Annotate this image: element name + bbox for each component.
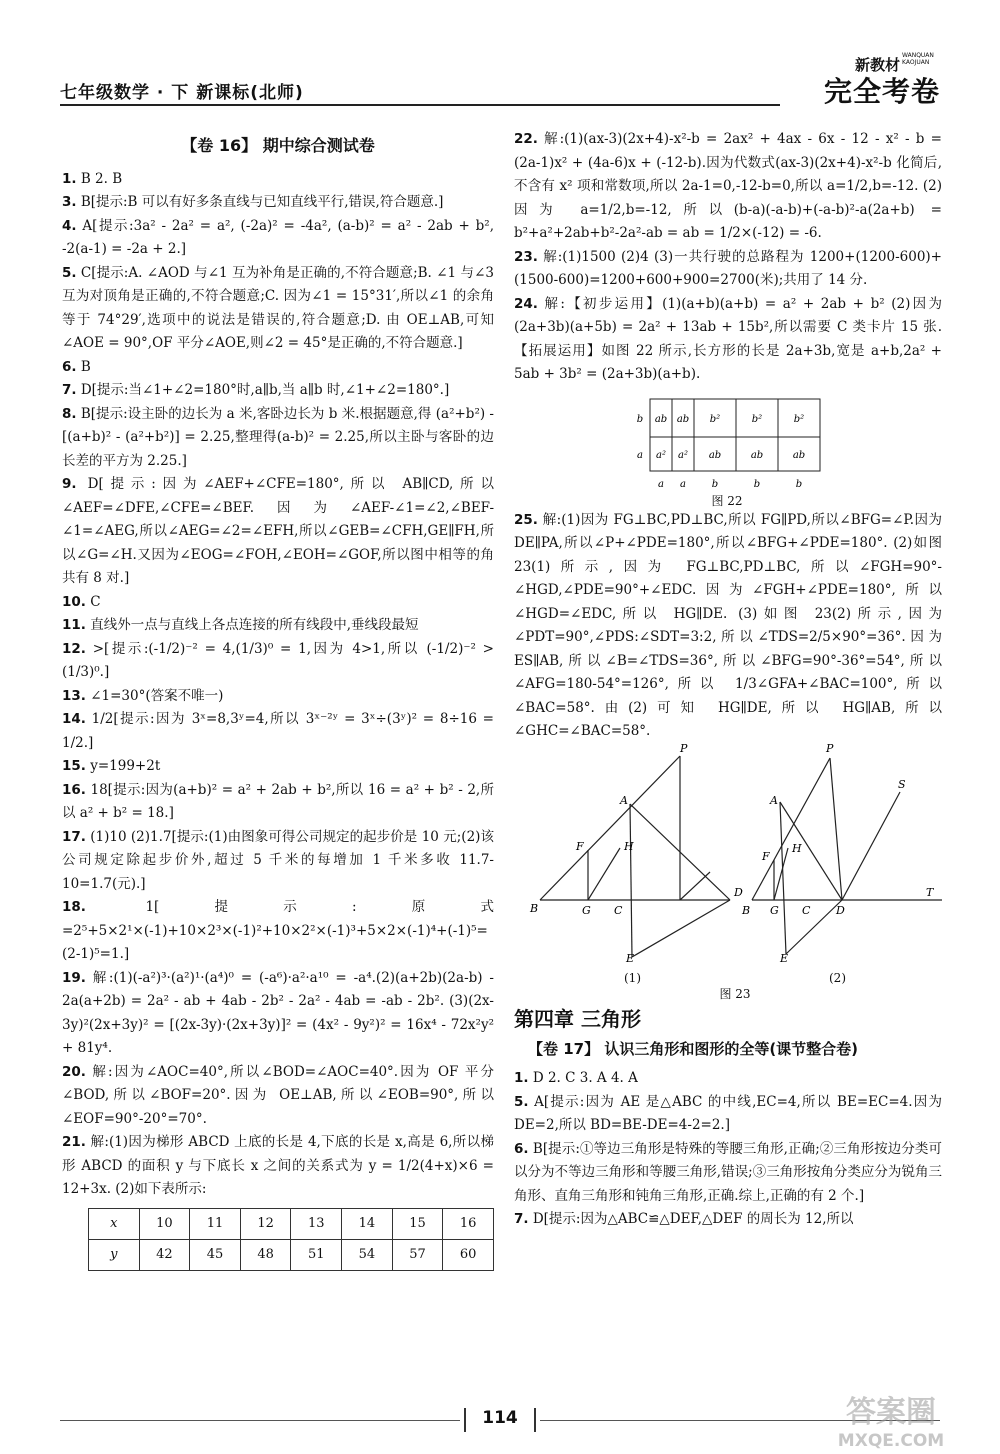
chapter-title: 第四章 三角形 (514, 1007, 641, 1031)
section-title: 【卷 17】 认识三角形和图形的全等(课节整合卷) (528, 1039, 859, 1058)
answer-item (514, 246, 942, 293)
answer-number: 19. (62, 969, 86, 986)
table-cell: 10 (139, 1208, 190, 1239)
watermark-sub: MXQE.COM (837, 1431, 945, 1451)
label-h: H (624, 839, 634, 853)
brand-pinyin: WANQUAN KAOJUAN (902, 52, 934, 66)
fig22-cell: a² (678, 449, 688, 461)
answer-number: 22. (514, 131, 538, 147)
answer-text: 解:(1)因为梯形 ABCD 上底的长是 4,下底的长是 x,高是 6,所以梯形 ABCD 的面积 y 与下底长 x 之间的关系式为 y = 1/2(4+x)×6 = 12+3x. (2)如下表所示: (62, 1134, 494, 1197)
answer-number: 7. (62, 382, 77, 398)
answer-list (514, 509, 942, 744)
fig22-side-label: b (636, 413, 644, 425)
table-cell: 42 (139, 1239, 190, 1270)
answer-number: 1. (62, 170, 77, 187)
answer-item (62, 614, 494, 638)
answer-item (62, 708, 494, 755)
fig22-cell: b² (751, 413, 763, 425)
fig22-bottom-label: b (795, 478, 803, 490)
table-cell: 11 (190, 1208, 241, 1239)
answer-item (514, 128, 942, 246)
table-cell: 14 (342, 1208, 393, 1239)
fig22-cell: ab (676, 413, 690, 425)
answer-list (514, 128, 942, 387)
label-c: C (614, 903, 623, 917)
label-e: E (780, 951, 789, 965)
answer-text: B (76, 358, 91, 375)
figure-22-diagram (632, 397, 822, 493)
answer-item (62, 755, 494, 779)
page-number: 114 (482, 1408, 518, 1428)
answer-number: 9. (62, 476, 77, 492)
table-cell: x (89, 1208, 140, 1239)
label-d: D (734, 885, 743, 899)
answer-text: 1[提示:原式=2⁵+5×2¹×(-1)+10×2³×(-1)²+10×2²×(-1)³+5×2×(-1)⁴+(-1)⁵=(2-1)⁵=1.] (62, 899, 494, 962)
answer-item (62, 638, 494, 685)
label-g: G (582, 903, 591, 917)
answer-text: 解:(1)1500 (2)4 (3)一共行驶的总路程为 1200+(1200-600)+(1500-600)=1200+600+900=2700(米);共用了 14 分. (514, 248, 942, 288)
answer-number: 21. (62, 1134, 86, 1150)
answer-number: 20. (62, 1063, 86, 1080)
answer-text: D[提示:当∠1+∠2=180°时,a∥b,当 a∥b 时,∠1+∠2=180°.] (76, 382, 450, 398)
label-e: E (626, 951, 635, 965)
answer-number: 15. (62, 758, 86, 774)
label-s: S (898, 777, 906, 791)
fig22-cell: ab (708, 449, 722, 461)
table-cell: 54 (342, 1239, 393, 1270)
answer-item (62, 379, 494, 403)
fig22-bottom-label: a (658, 478, 664, 490)
label-b: B (530, 901, 539, 915)
answer-item (62, 826, 494, 897)
brand-logo-text: 完全考卷 (823, 75, 940, 108)
answer-item (514, 1067, 942, 1091)
answer-number: 5. (514, 1093, 529, 1110)
xy-table (88, 1208, 494, 1271)
answer-item (62, 779, 494, 826)
answer-number: 7. (514, 1211, 529, 1227)
table-cell: 15 (392, 1208, 443, 1239)
answer-text: 解:(1)(ax-3)(2x+4)-x²-b = 2ax² + 4ax - 6x - 12 - x² - b = (2a-1)x² + (4a-6)x + (-12-b).因为代数式(ax-3)(2x+4)-x²-b 化简后,不含有 x² 项和常数项,所以 2a-1=0,-12-b=0,所以 a=1/2,b=-12. (2)因为 a=1/2,b=-12,所以(b-a)(-a-b)+(-a-b)²-a(2a+b) = b²+a²+2ab+b²-2a²-ab = ab = 1/2×(-12) = -6. (514, 131, 942, 241)
answer-text: B[提示:B 可以有好多条直线与已知直线平行,错误,符合题意.] (76, 194, 444, 210)
table-cell: 16 (443, 1208, 494, 1239)
table-cell: 12 (240, 1208, 291, 1239)
fig22-cell: ab (750, 449, 764, 461)
label-c: C (802, 903, 811, 917)
answer-number: 16. (62, 781, 86, 798)
footer-divider (60, 1420, 460, 1421)
answer-text: 直线外一点与直线上各点连接的所有线段中,垂线段最短 (85, 617, 419, 633)
answer-item (62, 356, 494, 380)
watermark-logo (816, 1388, 966, 1452)
left-column (62, 128, 494, 1271)
answer-list (514, 1067, 942, 1232)
answer-text: y=199+2t (85, 758, 161, 774)
answer-text: ∠1=30°(答案不唯一) (85, 687, 224, 704)
fig22-bottom-label: b (711, 478, 719, 490)
answer-item (62, 685, 494, 709)
fig22-bottom-label: a (680, 478, 686, 490)
answer-item (62, 215, 494, 262)
fig22-cell: ab (654, 413, 668, 425)
answer-number: 3. (62, 194, 77, 210)
page-footer (60, 1406, 940, 1436)
answer-text: D[提示:因为△ABC≌△DEF,△DEF 的周长为 12,所以 (528, 1211, 854, 1227)
table-cell: 51 (291, 1239, 342, 1270)
answer-item (514, 1138, 942, 1209)
answer-item (62, 896, 494, 967)
answer-text: 1/2[提示:因为 3ˣ=8,3ʸ=4,所以 3ˣ⁻²ʸ = 3ˣ÷(3ʸ)² = 8÷16 = 1/2.] (62, 711, 494, 751)
answer-text: B 2. B (76, 170, 123, 187)
table-cell: y (89, 1239, 140, 1270)
watermark-text: 答案圈 (846, 1395, 936, 1430)
answer-number: 13. (62, 687, 86, 704)
answer-number: 23. (514, 248, 538, 265)
answer-item (62, 591, 494, 615)
fig22-cell: b² (709, 413, 721, 425)
answer-item (62, 191, 494, 215)
fig22-cell: ab (792, 449, 806, 461)
answer-item (62, 262, 494, 356)
answer-number: 4. (62, 217, 77, 234)
table-cell: 48 (240, 1239, 291, 1270)
answer-text: 解:【初步运用】(1)(a+b)(a+b) = a² + 2ab + b² (2)因为 (2a+3b)(a+5b) = 2a² + 13ab + 15b²,所以需要 C 类卡片 15 张.【拓展运用】如图 22 所示,长方形的长是 2a+3b,宽是 a+b,2a² + 5ab + 3b² = (2a+3b)(a+b). (514, 295, 942, 382)
fig22-cell: b² (793, 413, 805, 425)
label-t: T (926, 885, 934, 899)
answer-item (514, 509, 942, 744)
answer-number: 10. (62, 593, 86, 610)
header-divider (60, 104, 780, 106)
answer-item (62, 403, 494, 474)
label-g: G (770, 903, 779, 917)
fig22-side-label: a (637, 449, 643, 461)
page-header (60, 52, 940, 110)
label-a: A (770, 793, 778, 807)
figure-23 (530, 741, 942, 1003)
answer-item (62, 1061, 494, 1132)
answer-text: (1)10 (2)1.7[提示:(1)由图象可得公司规定的起步价是 10 元;(2)该公司规定除起步价外,超过 5 千米的每增加 1 千米多收 11.7-10=1.7(元).] (62, 828, 494, 892)
figure-22 (632, 397, 822, 509)
answer-text: A[提示:因为 AE 是△ABC 的中线,EC=4,所以 BE=EC=4.因为 DE=2,所以 BD=BE-DE=4-2=2.] (514, 1093, 942, 1133)
table-row-y (89, 1239, 494, 1270)
label-d: D (836, 903, 845, 917)
answer-text: D[提示:因为∠AEF+∠CFE=180°,所以 AB∥CD,所以∠AEF=∠DFE,∠CFE=∠BEF.因为∠AEF-∠1=∠2,∠BEF-∠1=∠AEG,所以∠AEG=∠2=∠EFH,所以∠GEB=∠CFH,GE∥FH,所以∠G=∠H.又因为∠EOG=∠FOH,∠EOH=∠GOF,所以图中相等的角共有 8 对.] (62, 476, 494, 586)
answer-item (514, 1208, 942, 1232)
figure-23-sub1: (1) (624, 971, 641, 985)
fig22-cell: a² (656, 449, 666, 461)
answer-text: 解:(1)(-a²)³·(a²)¹·(a⁴)⁰ = (-a⁶)·a²·a¹⁰ = -a⁴.(2)(a+2b)(2a-b) - 2a(a+2b) = 2a² - ab + 4ab - 2b² - 2a² - 4ab = -ab - 2b². (3)(2x-3y)²(2x+3y)² = [(2x-3y)·(2x+3y)]² = (4x² - 9y²)² = 16x⁴ - 72x²y² + 81y⁴. (62, 969, 494, 1056)
label-h: H (792, 841, 802, 855)
section-title: 【卷 16】 期中综合测试卷 (181, 136, 375, 155)
figure-23-caption: 图 23 (719, 987, 751, 1001)
figure-23-sub2: (2) (829, 971, 846, 985)
answer-number: 14. (62, 711, 86, 727)
answer-number: 5. (62, 264, 77, 281)
table-cell: 45 (190, 1239, 241, 1270)
label-p: P (680, 741, 688, 755)
label-f: F (762, 849, 770, 863)
answer-text: B[提示:①等边三角形是特殊的等腰三角形,正确;②三角形按边分类可以分为不等边三角形和等腰三角形,错误;③三角形按角分类应分为锐角三角形、直角三角形和钝角三角形,正确.综上,正确的有 2 个.] (514, 1140, 942, 1204)
answer-text: 18[提示:因为(a+b)² = a² + 2ab + b²,所以 16 = a² + b² - 2,所以 a² + b² = 18.] (62, 781, 494, 821)
label-b: B (742, 903, 751, 917)
figure-22-caption: 图 22 (711, 493, 743, 508)
right-column (514, 128, 942, 1232)
answer-text: D 2. C 3. A 4. A (528, 1070, 638, 1086)
brand-top-text: 新教材 (854, 56, 900, 74)
label-a: A (620, 793, 628, 807)
label-p: P (826, 741, 834, 755)
answer-number: 17. (62, 828, 86, 845)
answer-number: 1. (514, 1070, 529, 1086)
answer-number: 24. (514, 295, 538, 312)
table-cell: 13 (291, 1208, 342, 1239)
answer-text: C (85, 593, 101, 610)
answer-number: 25. (514, 511, 538, 528)
answer-number: 6. (514, 1140, 529, 1157)
answer-list (62, 168, 494, 1202)
book-title: 七年级数学 · 下 新课标(北师) (60, 83, 304, 103)
answer-item (514, 1091, 942, 1138)
answer-item (62, 967, 494, 1061)
answer-text: 解:因为∠AOC=40°,所以∠BOD=∠AOC=40°.因为 OF 平分∠BOD,所以∠BOF=20°.因为 OE⊥AB,所以∠EOB=90°,所以∠EOF=90°-20°=70°. (62, 1063, 494, 1127)
answer-text: 解:(1)因为 FG⊥BC,PD⊥BC,所以 FG∥PD,所以∠BFG=∠P.因为 DE∥PA,所以∠P+∠PDE=180°,所以∠BFG+∠PDE=180°. (2)如图 23(1)所示,因为 FG⊥BC,PD⊥BC,所以∠FGH=90°-∠HGD,∠PDE=90°+∠EDC.因为∠FGH+∠PDE=180°,所以∠HGD=∠EDC,所以 HG∥DE. (3)如图 23(2)所示,因为∠PDT=90°,∠PDS:∠SDT=3:2,所以∠TDS=2/5×90°=36°.因为 ES∥AB,所以∠B=∠TDS=36°,所以∠BFG=90°-36°=54°,所以∠AFG=180-54°=126°,所以 1/3∠GFA+∠BAC=100°,所以∠BAC=58°.由(2)可知 HG∥DE,所以 HG∥AB,所以∠GHC=∠BAC=58°. (514, 511, 942, 739)
table-cell: 60 (443, 1239, 494, 1270)
answer-number: 6. (62, 358, 77, 375)
figure-23-diagram (530, 741, 940, 965)
answer-text: >[提示:(-1/2)⁻² = 4,(1/3)⁰ = 1,因为 4>1,所以 (-1/2)⁻² > (1/3)⁰.] (62, 640, 494, 680)
answer-item (62, 1131, 494, 1202)
answer-item (62, 473, 494, 591)
answer-item (62, 168, 494, 192)
fig22-bottom-label: b (753, 478, 761, 490)
answer-number: 12. (62, 640, 86, 657)
answer-text: A[提示:3a² - 2a² = a², (-2a)² = -4a², (a-b)² = a² - 2ab + b², -2(a-1) = -2a + 2.] (62, 217, 494, 257)
answer-number: 11. (62, 617, 86, 633)
label-f: F (576, 839, 584, 853)
table-cell: 57 (392, 1239, 443, 1270)
table-row-x (89, 1208, 494, 1239)
answer-text: B[提示:设主卧的边长为 a 米,客卧边长为 b 米.根据题意,得 (a²+b²) - [(a+b)² - (a²+b²)] = 2.25,整理得(a-b)² = 2.25,所以主卧与客卧的边长差的平方为 2.25.] (62, 405, 494, 469)
answer-number: 8. (62, 405, 77, 422)
answer-number: 18. (62, 899, 86, 915)
answer-item (514, 293, 942, 387)
footer-divider (534, 1408, 536, 1432)
answer-text: C[提示:A. ∠AOD 与∠1 互为补角是正确的,不符合题意;B. ∠1 与∠3 互为对顶角是正确的,不符合题意;C. 因为∠1 = 15°31′,所以∠1 的余角等于 74°29′,选项中的说法是错误的,符合题意;D. 由 OE⊥AB,可知∠AOE = 90°,OF 平分∠AOE,则∠2 = 45°是正确的,不符合题意.] (62, 264, 494, 351)
